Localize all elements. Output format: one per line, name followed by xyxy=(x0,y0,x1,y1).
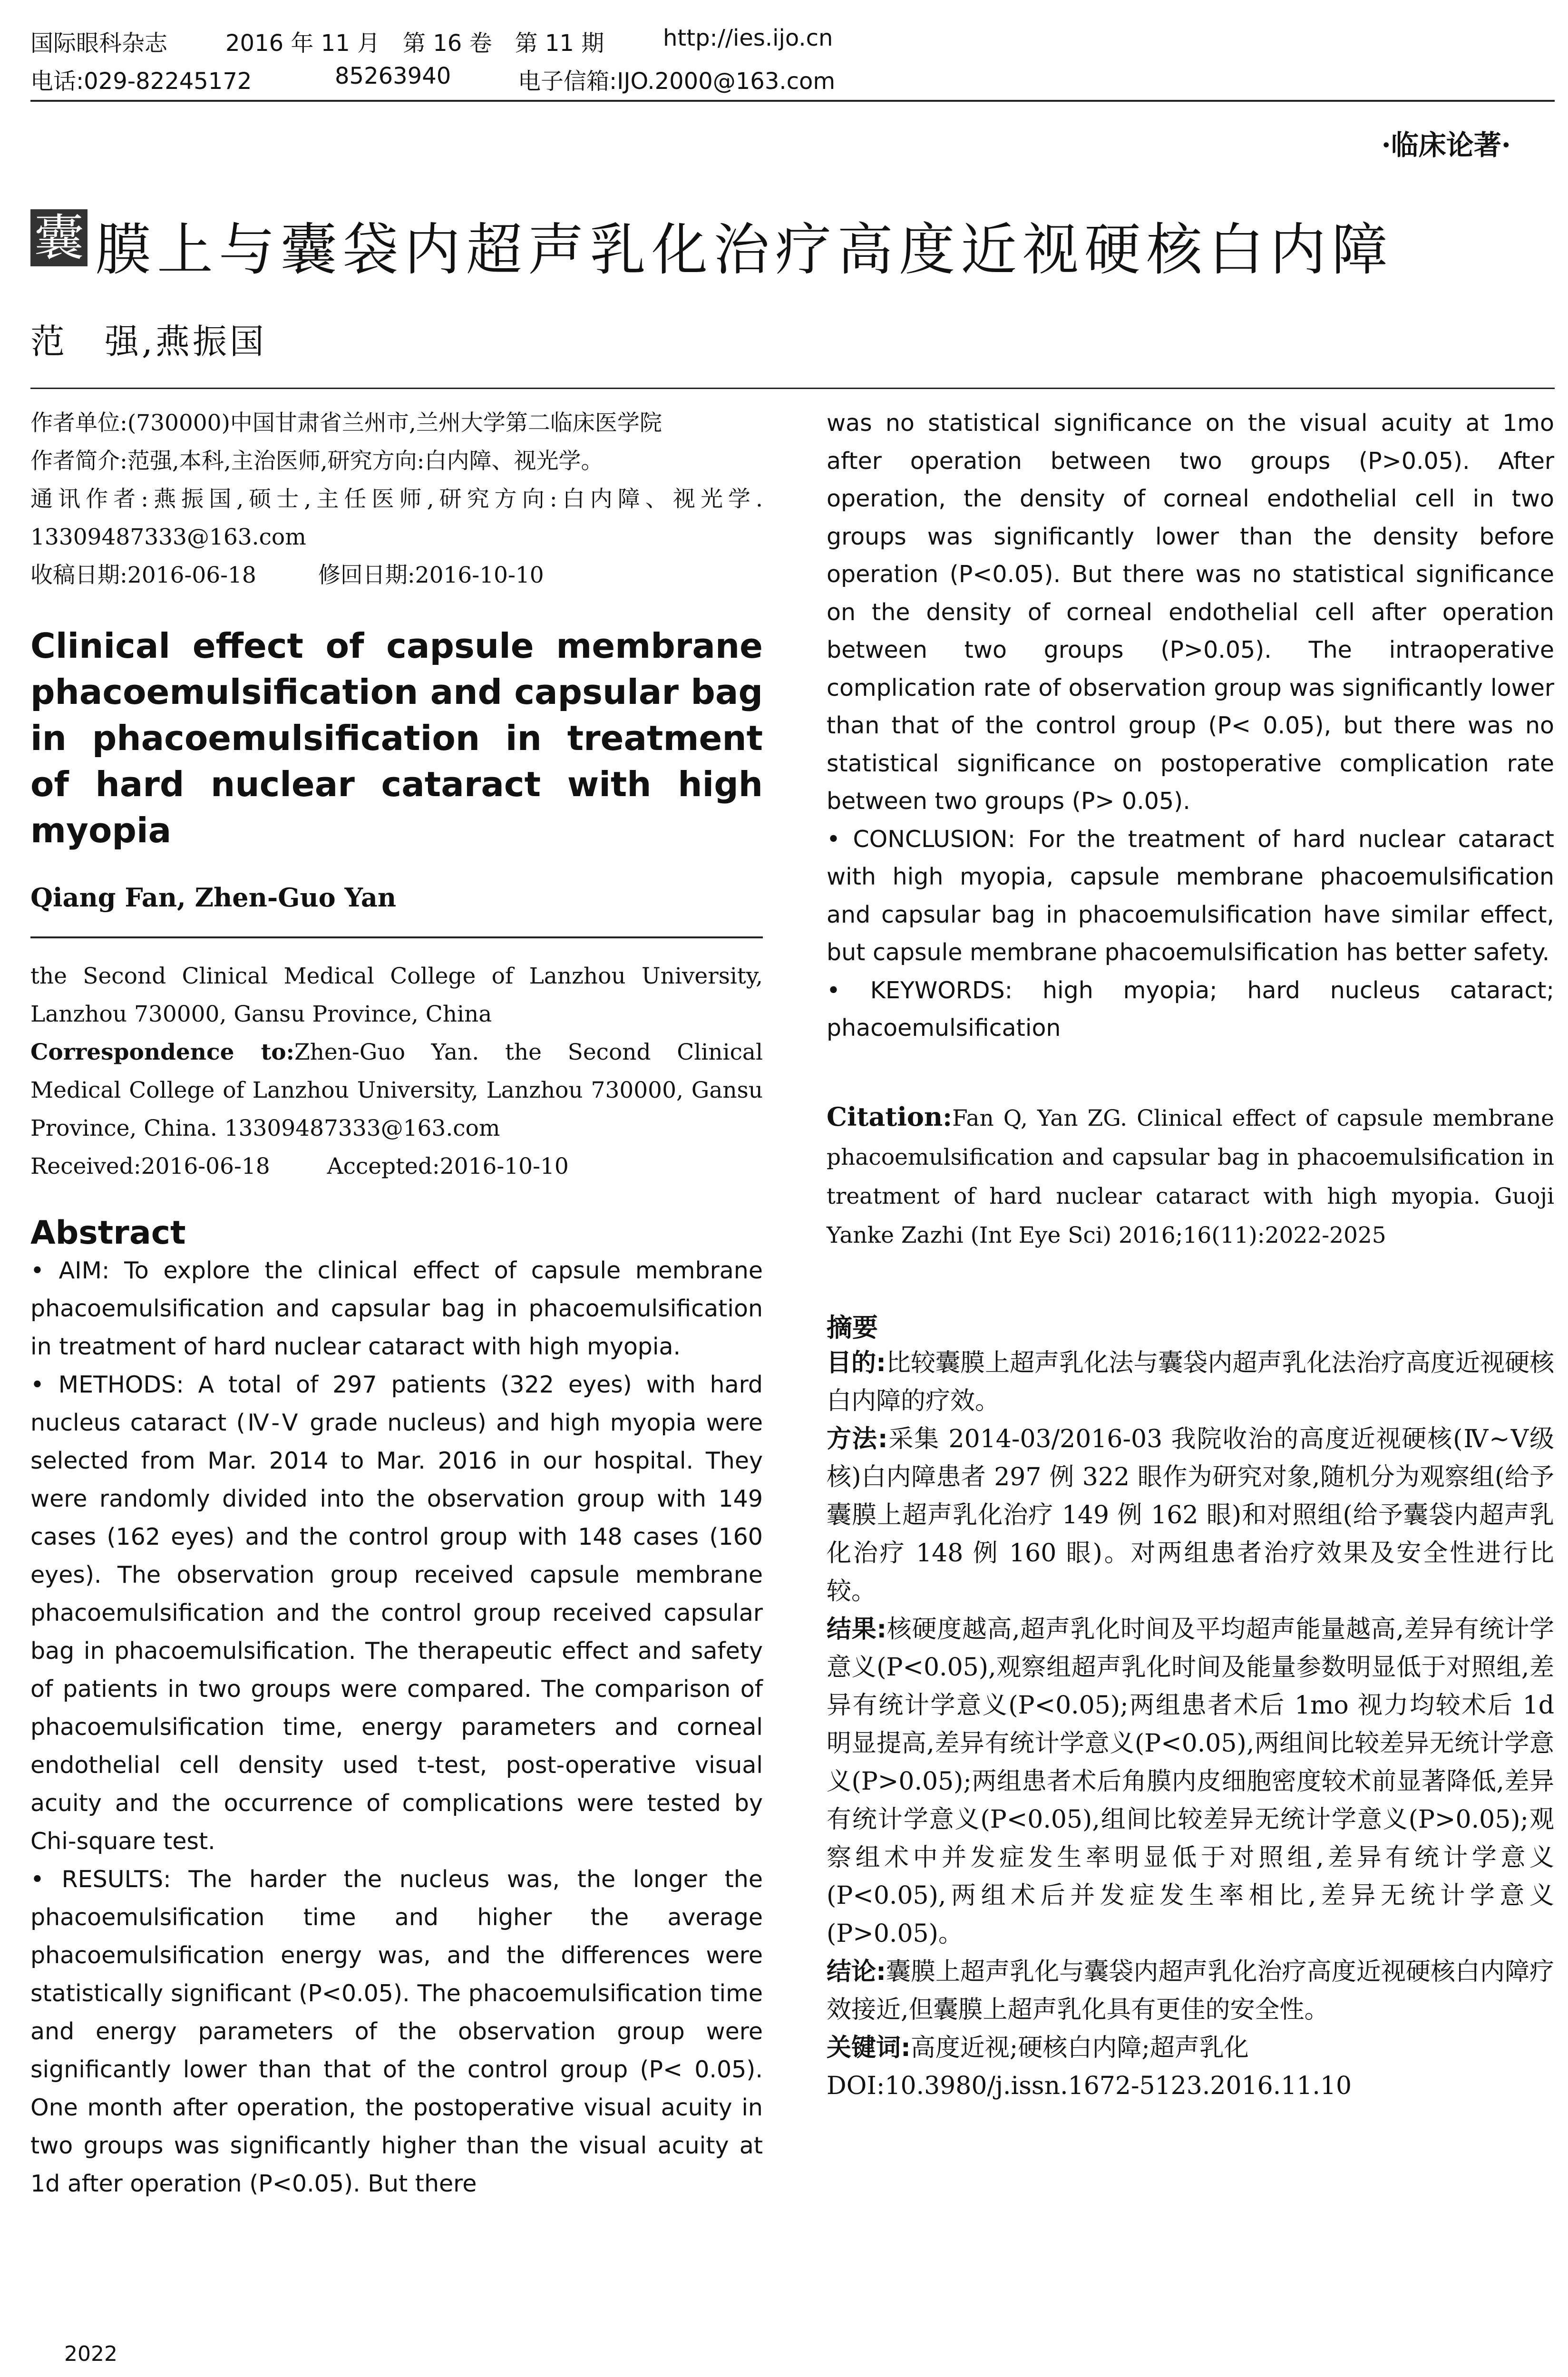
zh-keywords-text: 高度近视;硬核白内障;超声乳化 xyxy=(910,2033,1249,2062)
page-number: 2022 xyxy=(64,2342,117,2366)
authors-rule xyxy=(30,388,1555,389)
english-authors: Qiang Fan, Zhen-Guo Yan xyxy=(30,882,397,913)
zh-conclusion-label: 结论: xyxy=(827,1957,886,1986)
zh-keywords-label: 关键词: xyxy=(827,2033,911,2062)
email: 电子信箱:IJO.2000@163.com xyxy=(518,68,836,95)
phone-2: 85263940 xyxy=(335,63,451,89)
article-title: 膜上与囊袋内超声乳化治疗高度近视硬核白内障 xyxy=(95,217,1394,283)
issue-info: 2016 年 11 月 第 16 卷 第 11 期 xyxy=(225,30,604,57)
right-column xyxy=(827,404,1554,2105)
dates-cn xyxy=(30,556,763,594)
citation-block xyxy=(827,1097,1554,1255)
zh-results-text: 核硬度越高,超声乳化时间及平均超声能量越高,差异有统计学意义(P<0.05),观察组超声乳化时间及能量参数明显低于对照组,差异有统计学意义(P<0.05);两组患者术后 1mo 视力均较术后 1d 明显提高,差异有统计学意义(P<0.05),两组间比较差异无统计学意义(P>0.05);两组患者术后角膜内皮细胞密度较术前显著降低,差异有统计学意义(P<0.05),组间比较差异无统计学意义(P>0.05);观察组术中并发症发生率明显低于对照组,差异有统计学意义(P<0.05),两组术后并发症发生率相比,差异无统计学意义(P>0.05)。 xyxy=(827,1615,1554,1948)
zh-methods-text: 采集 2014-03/2016-03 我院收治的高度近视硬核(Ⅳ~Ⅴ级核)白内障患者 297 例 322 眼作为研究对象,随机分为观察组(给予囊膜上超声乳化治疗 149 例 162 眼)和对照组(给予囊袋内超声乳化治疗 148 例 160 眼)。对两组患者治疗效果及安全性进行比较。 xyxy=(827,1424,1555,1606)
zh-aim xyxy=(827,1344,1554,1420)
zh-methods-label: 方法: xyxy=(827,1424,888,1453)
zh-conclusion-text: 囊膜上超声乳化与囊袋内超声乳化治疗高度近视硬核白内障疗效接近,但囊膜上超声乳化具有更佳的安全性。 xyxy=(827,1957,1554,2024)
chinese-abstract-heading: 摘要 xyxy=(827,1312,878,1343)
author-unit: 作者单位:(730000)中国甘肃省兰州市,兰州大学第二临床医学院 xyxy=(30,410,662,436)
english-authors-rule xyxy=(30,936,763,938)
abstract-keywords: • KEYWORDS: high myopia; hard nucleus cataract; phacoemulsification xyxy=(827,976,1554,1042)
abstract-conclusion: • CONCLUSION: For the treatment of hard nuclear cataract with high myopia, capsule membrane phacoemulsification and capsular bag in phacoemulsification have similar effect, but capsule membrane phacoemulsification has better safety. xyxy=(827,825,1554,966)
dates-en xyxy=(30,1148,763,1186)
zh-aim-text: 比较囊膜上超声乳化法与囊袋内超声乳化法治疗高度近视硬核白内障的疗效。 xyxy=(827,1348,1554,1415)
author-bio: 作者简介:范强,本科,主治医师,研究方向:白内障、视光学。 xyxy=(30,448,604,474)
correspondence: Zhen-Guo Yan. the Second Clinical Medical College of Lanzhou University, Lanzhou 730000, Gansu Province, China. 13309487333@163.com xyxy=(30,1039,763,1141)
zh-methods xyxy=(827,1420,1554,1610)
abstract-aim: • AIM: To explore the clinical effect of capsule membrane phacoemulsification and capsular bag in phacoemulsification in treatment of hard nuclear cataract with high myopia. xyxy=(30,1257,763,1360)
abstract-heading: Abstract xyxy=(30,1214,186,1252)
received-date-cn: 收稿日期:2016-06-18 xyxy=(30,562,256,588)
journal-url: http://ies.ijo.cn xyxy=(663,25,833,51)
abstract-results-continued: was no statistical significance on the visual acuity at 1mo after operation between two groups (P>0.05). After operation, the density of corneal endothelial cell in two groups was significantly lower than the density before operation (P<0.05). But there was no statistical significance on the density of corneal endothelial cell after operation between two groups (P>0.05). The intraoperative complication rate of observation group was significantly lower than that of the control group (P< 0.05), but there was no statistical significance on postoperative complication rate between two groups (P> 0.05). xyxy=(827,409,1554,815)
phone: 电话:029-82245172 xyxy=(30,68,252,95)
article-authors: 范 强,燕振国 xyxy=(30,321,267,361)
title-initial-char: 囊 xyxy=(30,209,88,266)
zh-results-label: 结果: xyxy=(827,1615,887,1644)
affiliation: the Second Clinical Medical College of Lanzhou University, Lanzhou 730000, Gansu Province, China xyxy=(30,963,763,1027)
left-column xyxy=(30,404,763,2203)
section-label: ·临床论著· xyxy=(1381,129,1511,161)
citation-text: Fan Q, Yan ZG. Clinical effect of capsule membrane phacoemulsification and capsular bag in phacoemulsification in treatment of hard nuclear cataract with high myopia. Guoji Yanke Zazhi (Int Eye Sci) 2016;16(11):2022-2025 xyxy=(827,1105,1554,1248)
zh-aim-label: 目的: xyxy=(827,1348,886,1377)
zh-keywords xyxy=(827,2029,1554,2067)
received-date-en: Received:2016-06-18 xyxy=(30,1153,270,1179)
abstract-results: • RESULTS: The harder the nucleus was, the longer the phacoemulsification time and higher the average phacoemulsification energy was, and the differences were statistically significant (P<0.05). The phacoemulsification time and energy parameters of the observation group were significantly lower than that of the control group (P< 0.05). One month after operation, the postoperative visual acuity in two groups was significantly higher than the visual acuity at 1d after operation (P<0.05). But there xyxy=(30,1866,763,2197)
zh-conclusion xyxy=(827,1953,1554,2029)
journal-name: 国际眼科杂志 xyxy=(30,30,168,57)
citation-label: Citation: xyxy=(827,1101,953,1132)
corresponding-author: 通讯作者:燕振国,硕士,主任医师,研究方向:白内障、视光学. 13309487333@163.com xyxy=(30,486,763,550)
zh-results xyxy=(827,1610,1554,1953)
revised-date-cn: 修回日期:2016-10-10 xyxy=(318,562,544,588)
correspondence-label: Correspondence to: xyxy=(30,1039,294,1065)
abstract-methods: • METHODS: A total of 297 patients (322 eyes) with hard nucleus cataract (Ⅳ-Ⅴ grade nucleus) and high myopia were selected from Mar. 2014 to Mar. 2016 in our hospital. They were randomly divided into the observation group with 149 cases (162 eyes) and the control group with 148 cases (160 eyes). The observation group received capsule membrane phacoemulsification and the control group received capsular bag in phacoemulsification. The therapeutic effect and safety of patients in two groups were compared. The comparison of phacoemulsification time, energy parameters and corneal endothelial cell density used t-test, post-operative visual acuity and the occurrence of complications were tested by Chi-square test. xyxy=(30,1371,763,1855)
header-rule xyxy=(30,100,1555,102)
accepted-date-en: Accepted:2016-10-10 xyxy=(327,1153,569,1179)
english-title: Clinical effect of capsule membrane phacoemulsification and capsular bag in phacoemulsification in treatment of hard nuclear cataract with high myopia xyxy=(30,626,763,850)
doi: DOI:10.3980/j.issn.1672-5123.2016.11.10 xyxy=(827,2071,1352,2100)
affiliation-block xyxy=(30,957,763,1148)
